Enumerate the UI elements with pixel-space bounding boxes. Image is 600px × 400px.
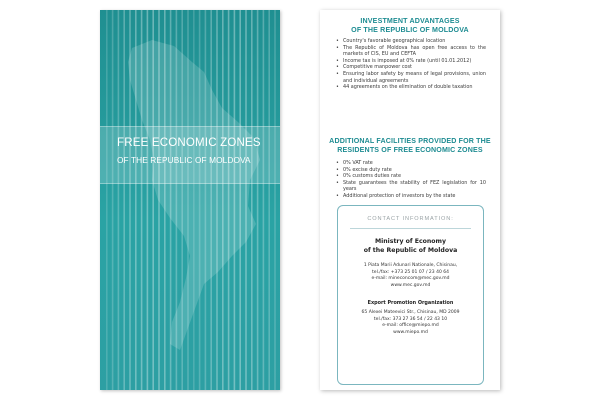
brochure-info-panel [320, 10, 500, 390]
bullet-icon: • [336, 84, 339, 91]
section2-title-line1: ADDITIONAL FACILITIES PROVIDED FOR THE [329, 137, 491, 145]
ministry-website-link[interactable]: www.mec.gov.md [390, 282, 431, 288]
bullet-icon: • [336, 166, 339, 173]
ministry-name-line1: Ministry of Economy [374, 238, 447, 245]
list-item: • 0% VAT rate [336, 160, 373, 166]
additional-facilities-list [334, 160, 486, 200]
section1-title-line1: INVESTMENT ADVANTAGES [360, 17, 460, 25]
cover-title: FREE ECONOMIC ZONES [117, 137, 261, 149]
org-street: 65 Alexei Mateevici Str., Chisinau, MD 2009 [361, 310, 460, 315]
bullet-icon: • [336, 44, 339, 51]
org-email-link[interactable]: e-mail: office@miepo.md [382, 323, 439, 329]
list-item: • Ensuring labor safety by means of legal provisions, union and individual agreements [336, 70, 486, 84]
moldova-map-icon [100, 10, 280, 390]
bullet-icon: • [336, 160, 339, 166]
list-item: • Income tax is imposed at 0% rate (until 01.01.2012) [336, 57, 472, 64]
org-phone: tel./fax: 373 27 36 54 / 22 43 10 [373, 316, 448, 322]
section1-title-line2: OF THE REPUBLIC OF MOLDOVA [351, 25, 469, 34]
bullet-icon: • [336, 173, 339, 180]
ministry-street: 1 Piata Marii Adunari Nationale, Chisinau, [363, 263, 458, 268]
bullet-icon: • [336, 179, 339, 186]
section-title-facilities [326, 137, 494, 154]
ministry-phone: tel./fax: +373 25 01 07 / 23 40 64 [372, 269, 449, 275]
ministry-address [338, 263, 483, 289]
list-item: • 44 agreements on the elimination of double taxation [336, 84, 473, 91]
ministry-name [338, 237, 483, 255]
cover-subtitle: OF THE REPUBLIC OF MOLDOVA [117, 155, 251, 165]
list-item: • 0% excise duty rate [336, 166, 392, 173]
investment-advantages-list [334, 38, 486, 91]
list-item: • 0% customs duties rate [336, 173, 401, 180]
ministry-name-line2: of the Republic of Moldova [363, 247, 458, 254]
bullet-icon: • [336, 57, 339, 64]
ministry-email-link[interactable]: e-mail: mineconcom@mec.gov.md [371, 276, 450, 282]
contact-divider [350, 228, 471, 229]
bullet-icon: • [336, 64, 339, 71]
bullet-icon: • [336, 192, 339, 199]
section2-title-line2: RESIDENTS OF FREE ECONOMIC ZONES [337, 145, 483, 154]
list-item: • Competitive manpower cost [336, 64, 412, 71]
bullet-icon: • [336, 70, 339, 77]
brochure-cover [100, 10, 280, 390]
list-item: • The Republic of Moldova has open free access to the markets of CIS, EU and CEFTA [336, 44, 486, 58]
list-item: • State guarantees the stability of FEZ legislation for 10 years [336, 179, 486, 193]
contact-box [337, 205, 484, 385]
org-address [338, 310, 483, 336]
list-item: • Additional protection of investors by the state [336, 192, 456, 199]
org-name: Export Promotion Organization [367, 300, 454, 306]
org-website-link[interactable]: www.miepo.md [393, 329, 428, 335]
bullet-icon: • [336, 38, 339, 44]
list-item: • Country's favorable geographical location [336, 38, 446, 44]
contact-heading: CONTACT INFORMATION: [367, 216, 454, 222]
section-title-investment [330, 17, 490, 34]
